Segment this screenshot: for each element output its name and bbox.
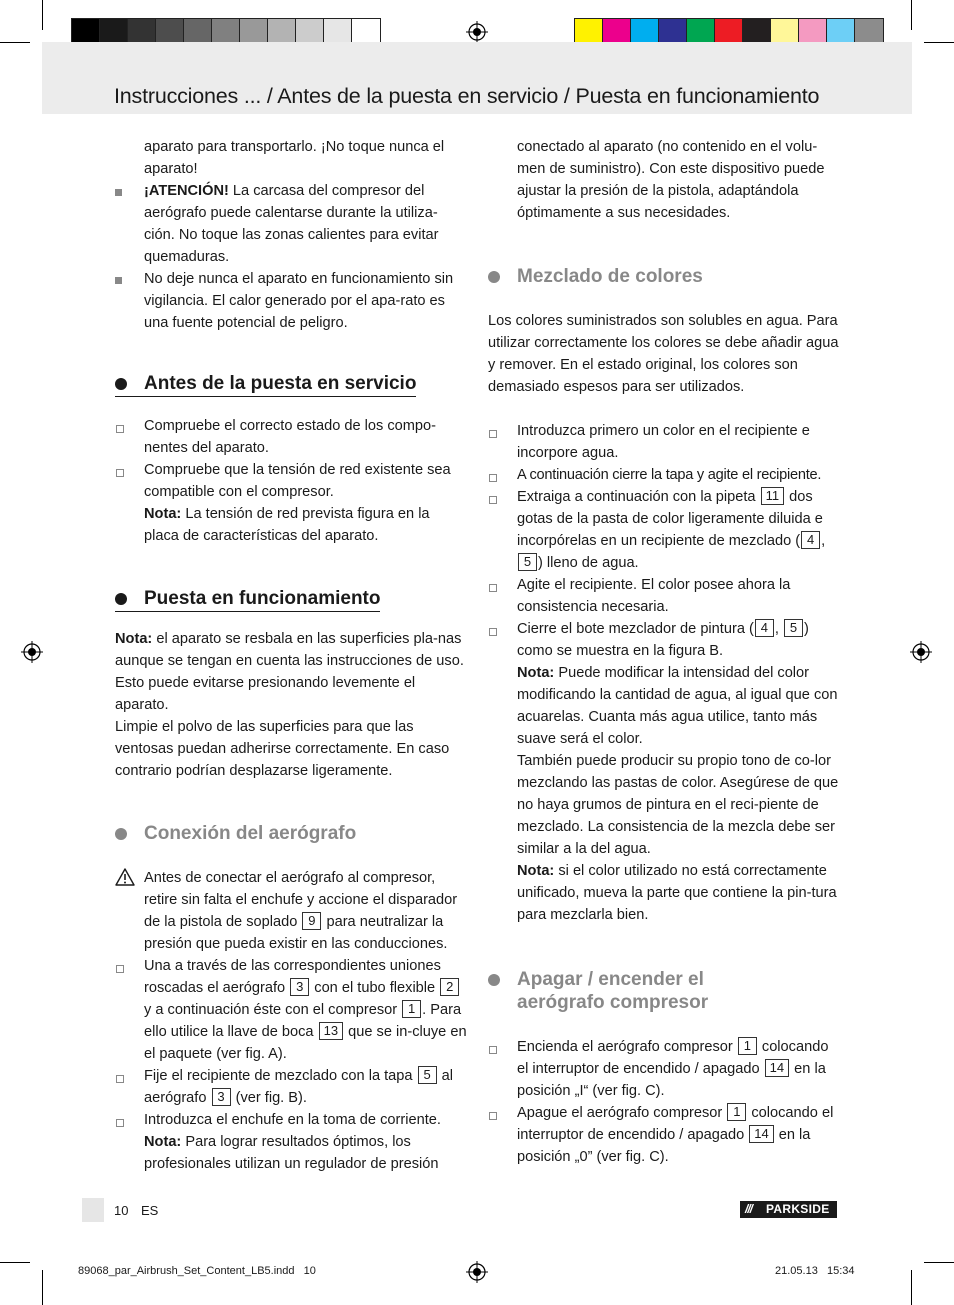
part-ref: 14 bbox=[765, 1059, 789, 1077]
list-item: A continuación cierre la tapa y agite el recipiente. bbox=[488, 464, 840, 486]
list-item-text: Fije el recipiente de mezclado con la tapa bbox=[144, 1068, 417, 1084]
note-text: el aparato se resbala en las superficies pla-nas aunque se tengan en cuenta las instrucciones de uso. Esto puede evitarse presionando levemente el aparato. bbox=[115, 631, 464, 713]
list-item bbox=[115, 1109, 467, 1175]
part-ref: 14 bbox=[749, 1125, 773, 1143]
part-ref: 2 bbox=[440, 978, 459, 996]
crop-mark bbox=[42, 0, 43, 30]
list-item-text: Cierre el bote mezclador de pintura ( bbox=[517, 621, 754, 637]
list-item-text: ) como se muestra en la figura B. bbox=[517, 621, 809, 659]
list-item bbox=[115, 1065, 467, 1109]
section-heading-connection: Conexión del aerógrafo bbox=[115, 822, 467, 845]
list-item-text: Introduzca el enchufe en la toma de corriente. bbox=[144, 1112, 441, 1128]
registration-mark-icon bbox=[910, 641, 932, 663]
section-heading-before-use: Antes de la puesta en servicio bbox=[115, 372, 416, 397]
list-item-text: con el tubo flexible bbox=[310, 980, 440, 996]
note-label: Nota: bbox=[144, 506, 182, 522]
list-item-text: colocando el interruptor de encendido / apagado bbox=[517, 1039, 829, 1077]
section-heading-power bbox=[488, 968, 840, 1014]
note-text: La tensión de red prevista figura en la placa de características del aparato. bbox=[144, 506, 430, 544]
brand-name: PARKSIDE bbox=[766, 1202, 830, 1216]
list-item bbox=[488, 486, 840, 574]
page-number: 10 bbox=[114, 1203, 129, 1218]
warning-triangle-icon bbox=[115, 868, 135, 886]
note-text: Para lograr resultados óptimos, los profesionales utilizan un regulador de presión bbox=[144, 1134, 439, 1172]
note-label: Nota: bbox=[115, 631, 153, 647]
part-ref: 3 bbox=[212, 1088, 231, 1106]
right-column bbox=[488, 136, 840, 1168]
note-text: Puede modificar la intensidad del color modificando la cantidad de agua, al igual que con acuarelas. Cuanta más agua utilice, tanto más suave será el color. bbox=[517, 665, 838, 747]
crop-mark bbox=[911, 1270, 912, 1305]
crop-mark bbox=[0, 42, 30, 43]
list-item-text: Compruebe que la tensión de red existente sea compatible con el compresor. bbox=[144, 462, 451, 500]
part-ref: 1 bbox=[738, 1037, 757, 1055]
brand-logo bbox=[740, 1201, 837, 1218]
list-item-text: en la posición „I“ (ver fig. C). bbox=[517, 1061, 826, 1099]
list-item-text: Apague el aerógrafo compresor bbox=[517, 1105, 727, 1121]
list-item bbox=[488, 1036, 840, 1102]
list-item-text: dos gotas de la pasta de color ligeramente diluida e incorpórelas en un recipiente de mezclado ( bbox=[517, 489, 823, 549]
part-ref: 13 bbox=[319, 1022, 343, 1040]
intro-text: aparato para transportarlo. ¡No toque nunca el aparato! bbox=[144, 139, 445, 177]
list-item bbox=[115, 459, 467, 547]
part-ref: 5 bbox=[518, 553, 537, 571]
list-item-text: Encienda el aerógrafo compresor bbox=[517, 1039, 737, 1055]
part-ref: 1 bbox=[727, 1103, 746, 1121]
warning-item: No deje nunca el aparato en funcionamiento sin vigilancia. El calor generado por el apa-rato es una fuente potencial de peligro. bbox=[115, 268, 467, 334]
list-item-text: (ver fig. B). bbox=[231, 1090, 307, 1106]
crop-mark bbox=[924, 1262, 954, 1263]
page-title: Instrucciones ... / Antes de la puesta en servicio / Puesta en funcionamiento bbox=[114, 84, 820, 108]
registration-mark-icon bbox=[21, 641, 43, 663]
list-item-text: . Para ello utilice la llave de boca bbox=[144, 1002, 462, 1040]
heading-line: Apagar / encender el bbox=[517, 969, 704, 990]
part-ref: 9 bbox=[302, 912, 321, 930]
print-file-info: 89068_par_Airbrush_Set_Content_LB5.indd 10 bbox=[78, 1265, 316, 1277]
heading-line: aerógrafo compresor bbox=[517, 992, 709, 1013]
paragraph: También puede producir su propio tono de co-lor mezclando las pastas de color. Asegúrese de que no haya grumos de pintura en el reci-piente de mezclado. La consistencia de la mezcla debe ser similar a la del agua. bbox=[517, 753, 839, 857]
list-item-text: ) lleno de agua. bbox=[538, 555, 639, 571]
list-item-text: y a continuación éste con el compresor bbox=[144, 1002, 402, 1018]
warning-label: ¡ATENCIÓN! bbox=[144, 183, 229, 199]
note-label: Nota: bbox=[517, 665, 555, 681]
list-item-text: , bbox=[821, 533, 826, 549]
note-paragraph bbox=[115, 628, 467, 716]
part-ref: 11 bbox=[761, 487, 785, 505]
note-text: si el color utilizado no está correctamente unificado, mueva la parte que contiene la pin-tura para mezclarla bien. bbox=[517, 863, 837, 923]
list-item-text: al aerógrafo bbox=[144, 1068, 453, 1106]
warning-item bbox=[115, 180, 467, 268]
left-column bbox=[115, 136, 467, 1175]
print-date: 21.05.13 15:34 bbox=[775, 1265, 855, 1277]
note-label: Nota: bbox=[517, 863, 555, 879]
page-number-box bbox=[82, 1198, 104, 1222]
list-item: Compruebe el correcto estado de los compo-nentes del aparato. bbox=[115, 415, 467, 459]
language-code: ES bbox=[141, 1203, 159, 1218]
registration-mark-icon bbox=[466, 21, 488, 43]
list-item-text: en la posición „0” (ver fig. C). bbox=[517, 1127, 811, 1165]
part-ref: 4 bbox=[755, 619, 774, 637]
list-item-text: Extraiga a continuación con la pipeta bbox=[517, 489, 760, 505]
part-ref: 5 bbox=[784, 619, 803, 637]
warning-text: Antes de conectar el aerógrafo al compresor, retire sin falta el enchufe y accione el disparador de la pistola de soplado bbox=[144, 870, 458, 930]
list-item bbox=[488, 1102, 840, 1168]
list-item-text: , bbox=[774, 621, 783, 637]
paragraph: Los colores suministrados son solubles en agua. Para utilizar correctamente los colores se debe añadir agua y remover. En el estado original, los colores son demasiado espesos para ser utilizados. bbox=[488, 313, 839, 395]
note-label: Nota: bbox=[144, 1134, 182, 1150]
section-heading-operation: Puesta en funcionamiento bbox=[115, 587, 380, 612]
brand-slash-icon: /// bbox=[745, 1202, 753, 1216]
list-item-text: que se in-cluye en el paquete (ver fig. A). bbox=[144, 1024, 467, 1062]
warning-paragraph bbox=[115, 867, 467, 955]
part-ref: 1 bbox=[402, 1000, 421, 1018]
list-item-text: colocando el interruptor de encendido / apagado bbox=[517, 1105, 834, 1143]
part-ref: 5 bbox=[418, 1066, 437, 1084]
crop-mark bbox=[911, 0, 912, 30]
list-item-text: Una a través de las correspondientes uniones roscadas el aerógrafo bbox=[144, 958, 441, 996]
list-item: Introduzca primero un color en el recipiente e incorpore agua. bbox=[488, 420, 840, 464]
list-item bbox=[115, 955, 467, 1065]
crop-mark bbox=[0, 1262, 30, 1263]
continued-text: conectado al aparato (no contenido en el volu-men de suministro). Con este dispositivo puede ajustar la presión de la pistola, adaptándola óptimamente a sus necesidades. bbox=[517, 139, 825, 221]
registration-mark-icon bbox=[466, 1261, 488, 1283]
list-item: Agite el recipiente. El color posee ahora la consistencia necesaria. bbox=[488, 574, 840, 618]
warning-text: para neutralizar la presión que pueda existir en las conducciones. bbox=[144, 914, 448, 952]
crop-mark bbox=[924, 42, 954, 43]
part-ref: 4 bbox=[801, 531, 820, 549]
list-item bbox=[488, 618, 840, 926]
paragraph: Limpie el polvo de las superficies para que las ventosas puedan adherirse correctamente. En caso contrario podrían desplazarse ligeramente. bbox=[115, 719, 450, 779]
section-heading-mixing: Mezclado de colores bbox=[488, 265, 840, 288]
warning-text: La carcasa del compresor del aerógrafo puede calentarse durante la utiliza-ción. No toque las zonas calientes para evitar quemaduras. bbox=[144, 183, 439, 265]
crop-mark bbox=[42, 1270, 43, 1305]
part-ref: 3 bbox=[290, 978, 309, 996]
